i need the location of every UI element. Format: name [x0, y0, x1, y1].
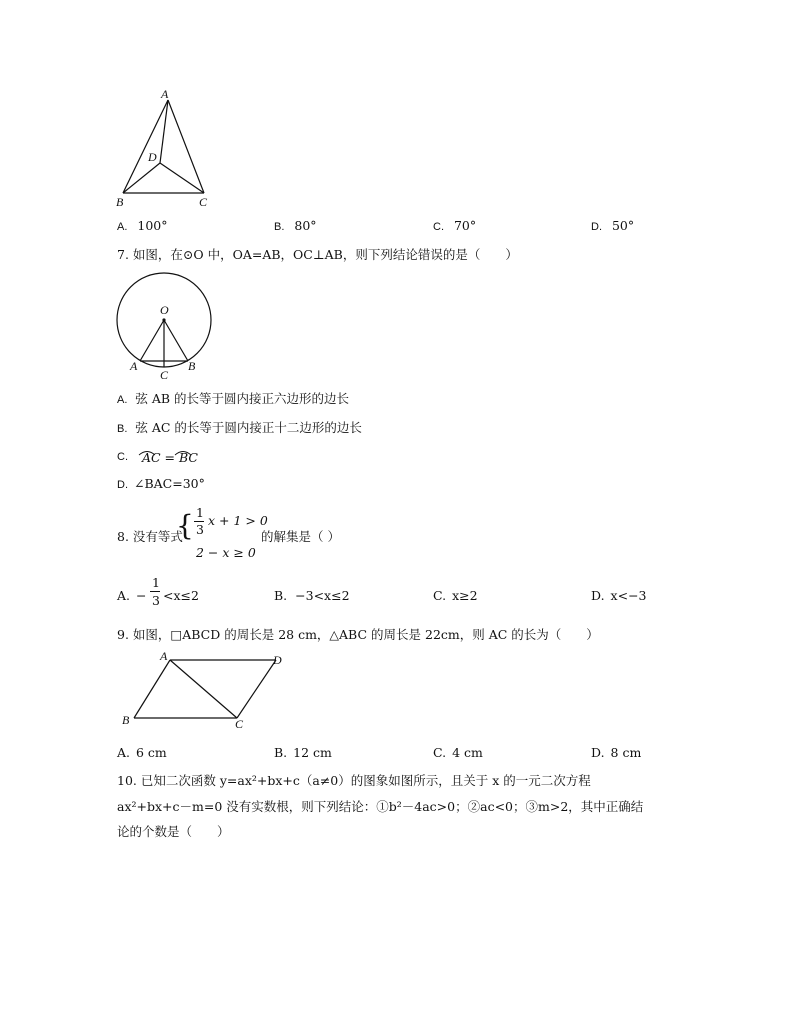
- option-letter: C.: [433, 745, 447, 760]
- q8-option-a-frac-bar: [150, 591, 160, 592]
- q8-fraction-denominator: 3: [196, 522, 204, 537]
- option-text: 80°: [294, 218, 317, 233]
- q9-option-d: [591, 745, 641, 760]
- q6-label-d: D: [148, 150, 157, 164]
- option-letter: B.: [274, 588, 288, 603]
- option-text: AC = BC: [141, 450, 198, 465]
- option-letter: A.: [117, 394, 128, 406]
- q7-label-a: A: [130, 359, 138, 373]
- q7-label-c: C: [160, 368, 169, 380]
- option-letter: D.: [591, 745, 605, 760]
- q8-option-a-frac-num: 1: [152, 575, 160, 590]
- q10-line-1: 10. 已知二次函数 y=ax²+bx+c（a≠0）的图象如图所示，且关于 x 的一元二次方程: [117, 773, 591, 788]
- option-letter: C.: [117, 451, 128, 463]
- option-text: 4 cm: [452, 745, 483, 760]
- option-letter: D.: [591, 221, 602, 233]
- q9-label-d: D: [273, 653, 282, 667]
- q9-label-b: B: [122, 713, 130, 727]
- q8-system-brace: {: [176, 509, 194, 542]
- option-letter: A.: [117, 745, 131, 760]
- option-text: 8 cm: [610, 745, 642, 760]
- q8-option-a: [117, 588, 130, 603]
- q10-line-3: 论的个数是（ ）: [117, 824, 230, 839]
- q10-line-2: ax²+bx+c－m=0 没有实数根，则下列结论：①b²－4ac>0；②ac<0；③m>2，其中正确结: [117, 799, 644, 814]
- q9-option-c: [433, 745, 483, 760]
- option-text: 6 cm: [136, 745, 167, 760]
- q9-label-a: A: [160, 649, 168, 663]
- q8-option-a-frac-den: 3: [152, 593, 160, 608]
- option-letter: B.: [274, 745, 288, 760]
- option-text: 100°: [137, 218, 168, 233]
- q6-triangle-figure: [110, 88, 225, 210]
- q8-option-c: [433, 588, 478, 603]
- q7-label-o: O: [160, 303, 169, 317]
- q6-option-d: [591, 218, 634, 233]
- q7-option-d: [117, 476, 205, 491]
- option-text: x≥2: [452, 588, 478, 603]
- q8-fraction-numerator: 1: [196, 505, 204, 520]
- option-letter: D.: [117, 479, 128, 491]
- option-text: 12 cm: [293, 745, 332, 760]
- option-letter: B.: [274, 221, 285, 233]
- q9-parallelogram-figure: [118, 648, 293, 732]
- arc-marks: [137, 448, 217, 458]
- option-letter: B.: [117, 423, 128, 435]
- option-letter: A.: [117, 588, 131, 603]
- q7-label-b: B: [188, 359, 196, 373]
- q6-label-c: C: [199, 195, 208, 209]
- q8-option-a-text: <x≤2: [163, 588, 199, 603]
- q8-inequality-1: x + 1 > 0: [208, 513, 268, 528]
- q6-option-b: [274, 218, 317, 233]
- q8-option-d: [591, 588, 647, 603]
- option-text: x<−3: [610, 588, 647, 603]
- q8-option-a-minus: −: [136, 588, 147, 603]
- q6-label-b: B: [116, 195, 124, 209]
- option-text: −3<x≤2: [295, 588, 350, 603]
- q7-option-b: [117, 418, 362, 436]
- q9-label-c: C: [235, 717, 244, 731]
- q6-option-a: [117, 218, 168, 233]
- q8-stem-prefix: 8. 没有等式: [117, 529, 183, 544]
- q9-stem: 9. 如图，□ABCD 的周长是 28 cm，△ABC 的周长是 22cm，则 AC 的长为（ ）: [117, 627, 599, 642]
- option-letter: A.: [117, 221, 128, 233]
- option-letter: D.: [591, 588, 605, 603]
- q9-option-a: [117, 745, 167, 760]
- q8-stem-suffix: 的解集是（ ）: [261, 529, 340, 544]
- option-letter: C.: [433, 221, 444, 233]
- q7-option-a: [117, 389, 349, 407]
- option-text: ∠BAC=30°: [133, 476, 205, 491]
- q8-option-b: [274, 588, 350, 603]
- q9-option-b: [274, 745, 332, 760]
- q7-option-c: [117, 448, 198, 463]
- q7-stem: 7. 如图，在⊙O 中，OA=AB，OC⊥AB，则下列结论错误的是（ ）: [117, 247, 518, 262]
- q8-inequality-2: 2 − x ≥ 0: [196, 545, 256, 560]
- q6-option-c: [433, 218, 476, 233]
- q7-circle-figure: [112, 268, 218, 380]
- option-letter: C.: [433, 588, 447, 603]
- q6-label-a: A: [161, 88, 169, 101]
- option-text: 弦 AB 的长等于圆内接正六边形的边长: [135, 391, 350, 406]
- option-text: 50°: [611, 218, 635, 233]
- option-text: 70°: [453, 218, 477, 233]
- option-text: 弦 AC 的长等于圆内接正十二边形的边长: [135, 420, 362, 435]
